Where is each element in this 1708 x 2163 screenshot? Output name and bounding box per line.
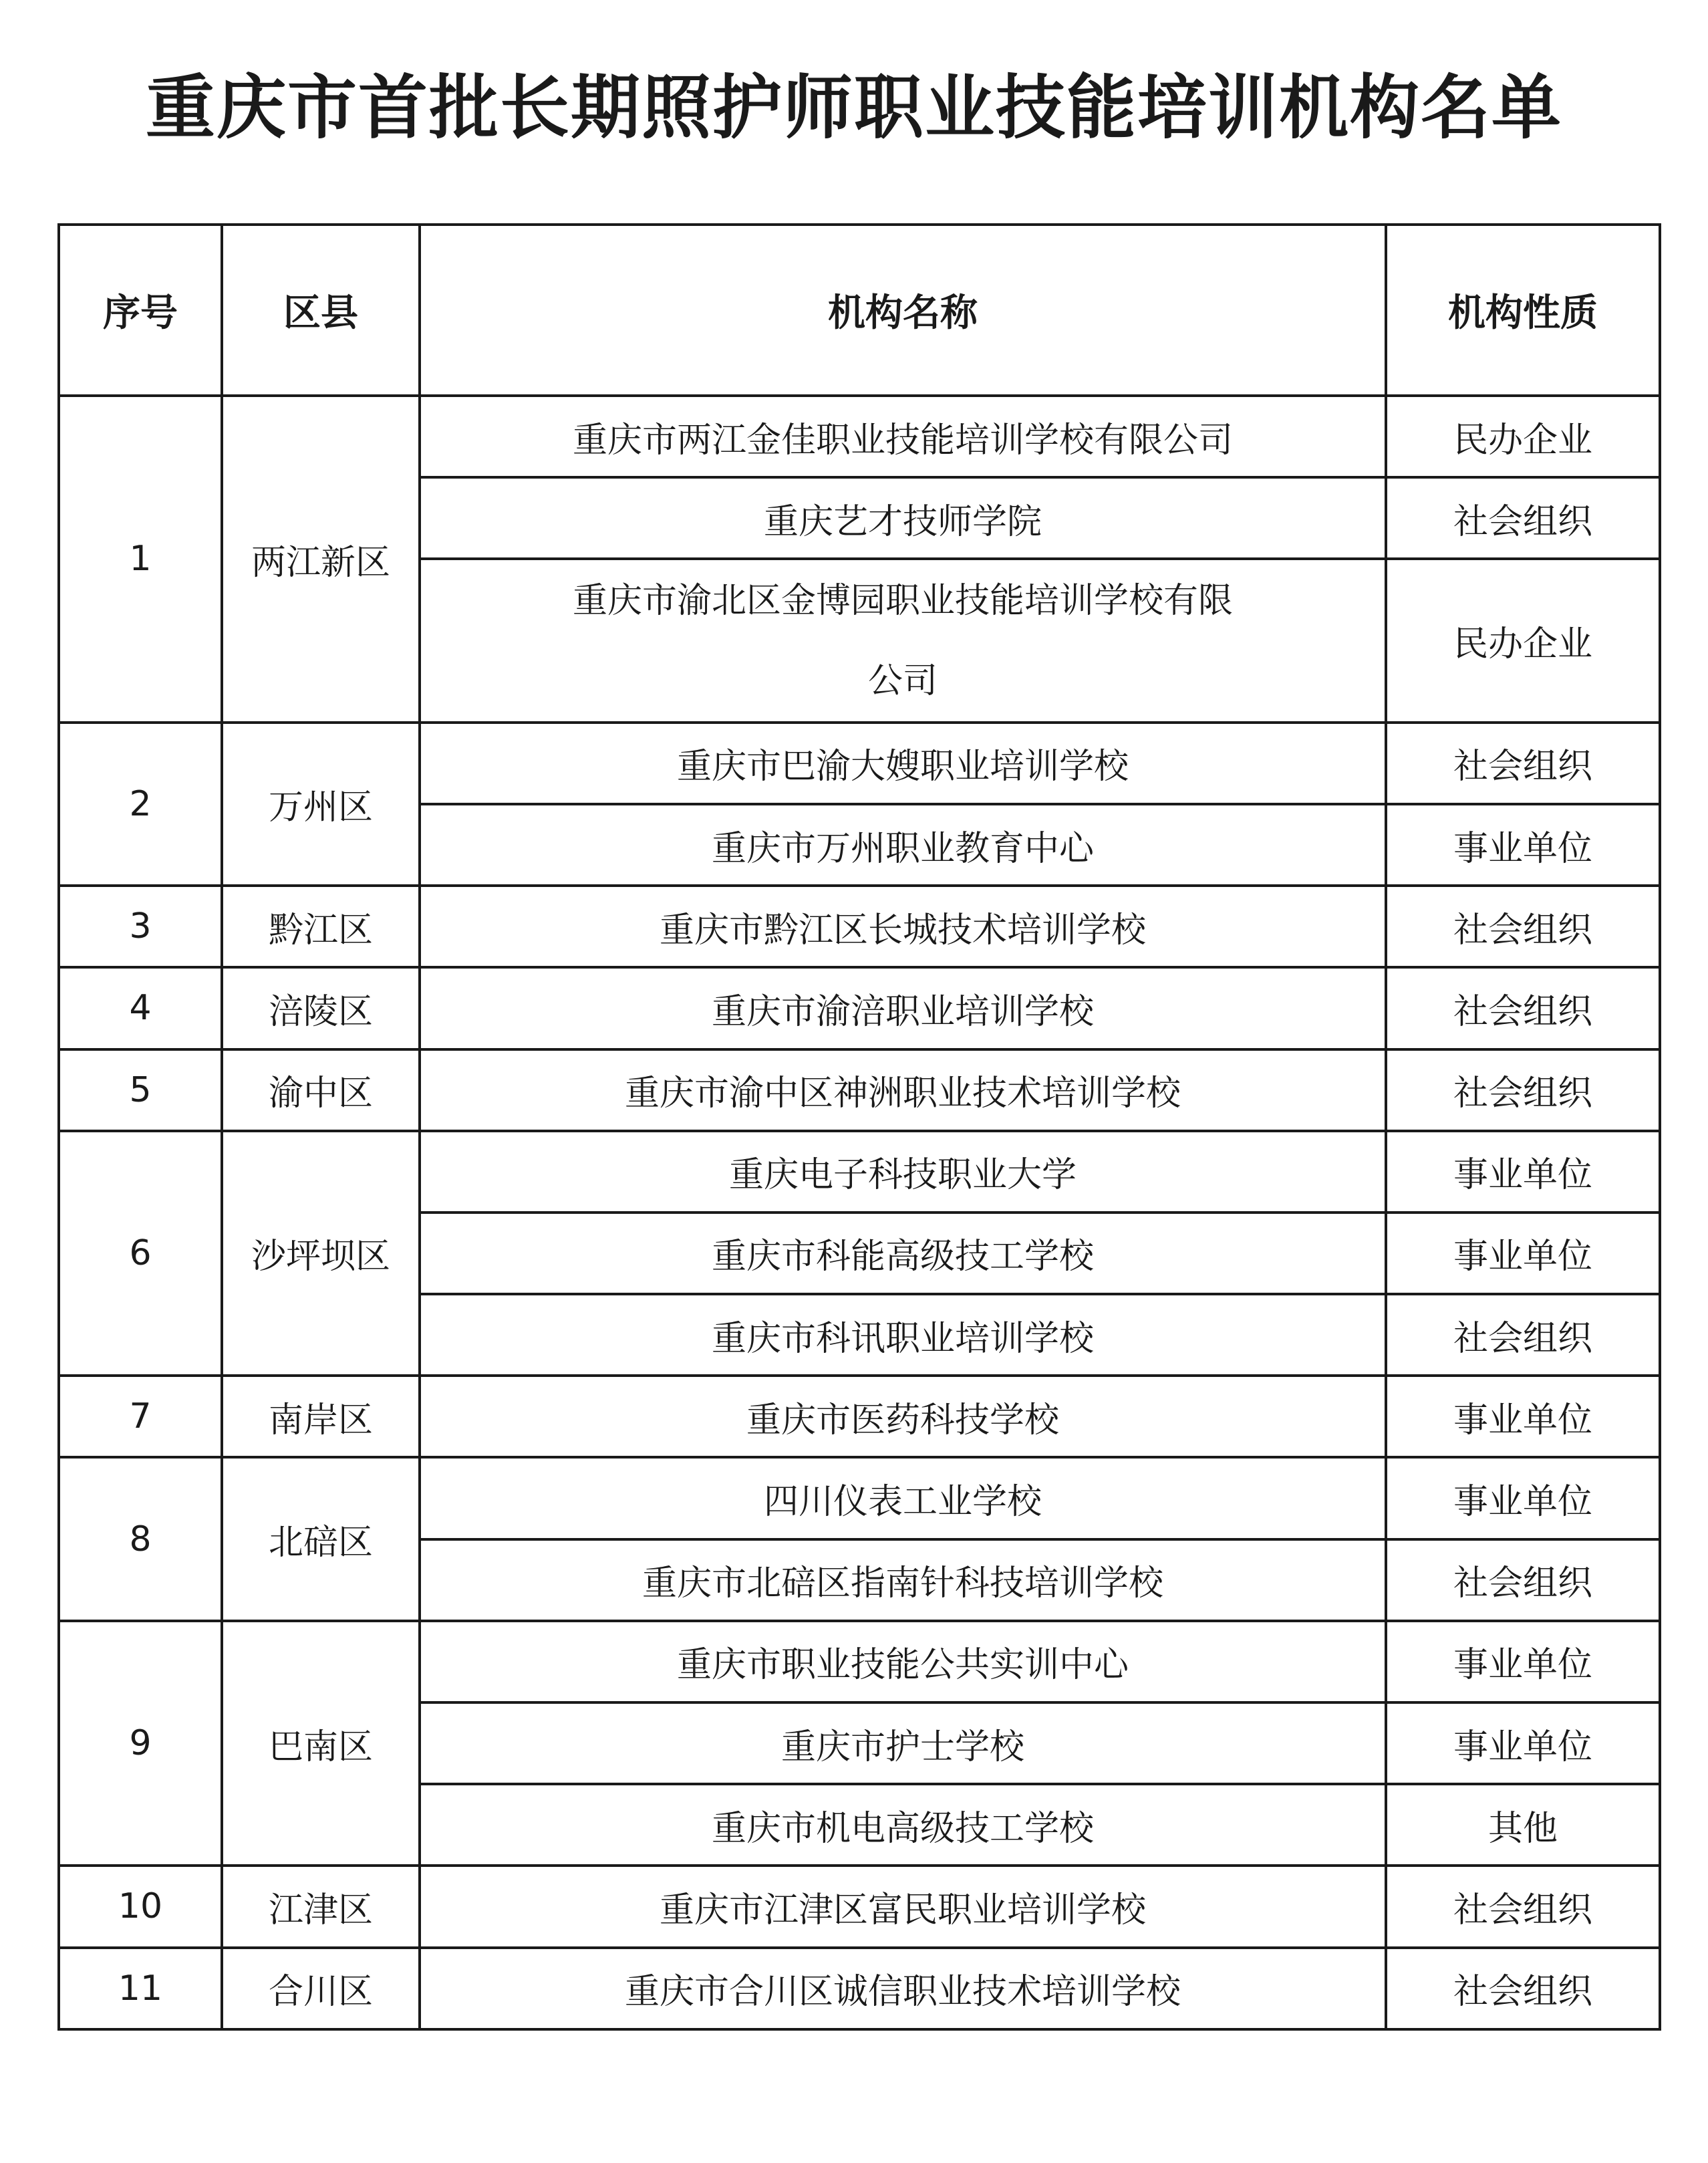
- table-row: [59, 1131, 1660, 1213]
- row-district: 渝中区: [222, 1049, 420, 1131]
- org-name: 重庆市科能高级技工学校: [420, 1213, 1386, 1294]
- org-name: 重庆市科讯职业培训学校: [420, 1294, 1386, 1376]
- org-name: 重庆市两江金佳职业技能培训学校有限公司: [420, 396, 1386, 477]
- table-header-row: [59, 225, 1660, 396]
- row-index: 2: [59, 723, 222, 886]
- org-name: 重庆市巴渝大嫂职业培训学校: [420, 723, 1386, 804]
- row-index: 9: [59, 1621, 222, 1866]
- table-row: [59, 396, 1660, 477]
- row-district: 合川区: [222, 1948, 420, 2029]
- org-name: 重庆市机电高级技工学校: [420, 1784, 1386, 1866]
- row-index: 8: [59, 1457, 222, 1620]
- org-name: 四川仪表工业学校: [420, 1457, 1386, 1539]
- row-index: 6: [59, 1131, 222, 1376]
- org-type: 事业单位: [1386, 1213, 1660, 1294]
- header-org-type: 机构性质: [1386, 225, 1660, 396]
- row-index: 11: [59, 1948, 222, 2029]
- row-district: 万州区: [222, 723, 420, 886]
- org-type: 事业单位: [1386, 804, 1660, 886]
- org-type: 事业单位: [1386, 1131, 1660, 1213]
- row-index: 1: [59, 396, 222, 723]
- row-index: 5: [59, 1049, 222, 1131]
- org-type: 社会组织: [1386, 723, 1660, 804]
- org-name: 重庆电子科技职业大学: [420, 1131, 1386, 1213]
- org-name: 重庆市万州职业教育中心: [420, 804, 1386, 886]
- org-name: 重庆市护士学校: [420, 1702, 1386, 1784]
- table-row: [59, 1621, 1660, 1702]
- row-district: 北碚区: [222, 1457, 420, 1620]
- org-type: 事业单位: [1386, 1621, 1660, 1702]
- header-district: 区县: [222, 225, 420, 396]
- table-row: [59, 1948, 1660, 2029]
- org-type: 社会组织: [1386, 967, 1660, 1049]
- header-org-name: 机构名称: [420, 225, 1386, 396]
- org-type: 事业单位: [1386, 1457, 1660, 1539]
- row-district: 江津区: [222, 1866, 420, 1947]
- row-district: 两江新区: [222, 396, 420, 723]
- table-row: [59, 1049, 1660, 1131]
- org-name: 重庆市职业技能公共实训中心: [420, 1621, 1386, 1702]
- org-type: 民办企业: [1386, 396, 1660, 477]
- org-name: 重庆市江津区富民职业培训学校: [420, 1866, 1386, 1947]
- row-district: 涪陵区: [222, 967, 420, 1049]
- org-name: 重庆市渝中区神洲职业技术培训学校: [420, 1049, 1386, 1131]
- row-index: 10: [59, 1866, 222, 1947]
- row-district: 沙坪坝区: [222, 1131, 420, 1376]
- org-name: [420, 559, 1386, 722]
- table-row: [59, 967, 1660, 1049]
- row-index: 4: [59, 967, 222, 1049]
- org-name: 重庆艺才技师学院: [420, 477, 1386, 559]
- org-name: 重庆市渝涪职业培训学校: [420, 967, 1386, 1049]
- org-type: 社会组织: [1386, 1866, 1660, 1947]
- org-type: 社会组织: [1386, 1294, 1660, 1376]
- org-name-text: 重庆市渝北区金博园职业技能培训学校有限公司: [572, 580, 1233, 701]
- row-index: 3: [59, 886, 222, 967]
- org-name: 重庆市医药科技学校: [420, 1376, 1386, 1457]
- row-district: 南岸区: [222, 1376, 420, 1457]
- org-type: 事业单位: [1386, 1702, 1660, 1784]
- institution-table: [57, 223, 1661, 2031]
- org-type: 社会组织: [1386, 1539, 1660, 1621]
- org-type: 社会组织: [1386, 886, 1660, 967]
- org-type: 其他: [1386, 1784, 1660, 1866]
- org-name: 重庆市北碚区指南针科技培训学校: [420, 1539, 1386, 1621]
- page-title: 重庆市首批长期照护师职业技能培训机构名单: [145, 67, 1562, 148]
- table-row: [59, 723, 1660, 804]
- row-district: 巴南区: [222, 1621, 420, 1866]
- org-name: 重庆市合川区诚信职业技术培训学校: [420, 1948, 1386, 2029]
- row-index: 7: [59, 1376, 222, 1457]
- table-row: [59, 1866, 1660, 1947]
- row-district: 黔江区: [222, 886, 420, 967]
- table-row: [59, 1376, 1660, 1457]
- org-type: 民办企业: [1386, 559, 1660, 722]
- table-row: [59, 1457, 1660, 1539]
- header-index: 序号: [59, 225, 222, 396]
- org-name: 重庆市黔江区长城技术培训学校: [420, 886, 1386, 967]
- table-row: [59, 886, 1660, 967]
- org-type: 社会组织: [1386, 477, 1660, 559]
- org-type: 事业单位: [1386, 1376, 1660, 1457]
- org-type: 社会组织: [1386, 1948, 1660, 2029]
- org-type: 社会组织: [1386, 1049, 1660, 1131]
